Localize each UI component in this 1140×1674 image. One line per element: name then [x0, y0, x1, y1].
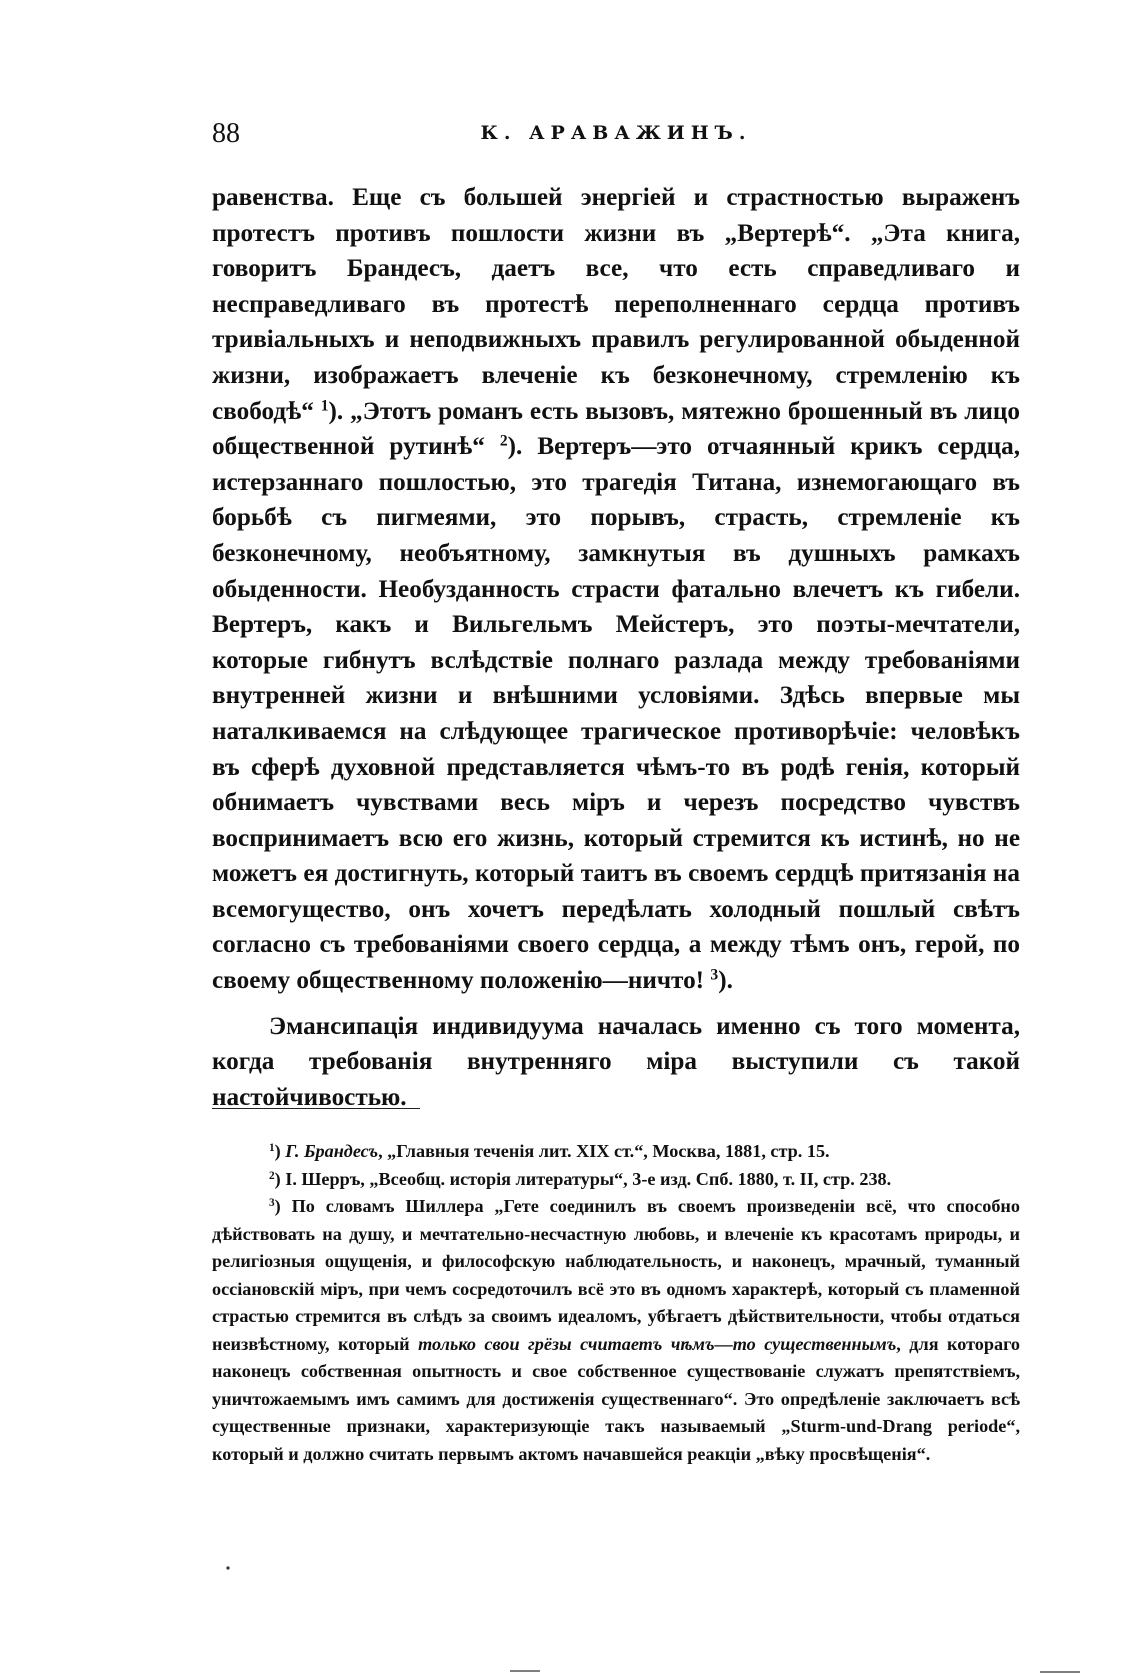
paragraph-1-part-d: ).	[718, 967, 733, 995]
footnote-2-text: I. Шерръ, „Всеобщ. исторiя литературы“, 3-е изд. Спб. 1880, т. II, стр. 238.	[280, 1168, 892, 1189]
paragraph-1-part-b: ). „Этотъ романъ есть вызовъ, мятежно брошенный въ лицо общественной рутинѣ“	[212, 397, 1020, 461]
footnote-separator	[212, 1108, 420, 1109]
footnote-1-mark: 1	[269, 1141, 275, 1154]
running-head: К. АРАВАЖИНЪ.	[480, 122, 752, 144]
footnote-3-mark: 3	[269, 1196, 275, 1209]
footnote-ref-3: 3	[710, 966, 719, 984]
footnote-2: $^2$) I. Шерръ, „Всеобщ. исторiя литературы“, 3-е изд. Спб. 1880, т. II, стр. 238.	[269, 1168, 892, 1189]
paragraph-2: Эмансипацiя индивидуума началась именно съ того момента, когда требованiя внутренняго мiра выступили съ такой настойчивостью.	[212, 1012, 1020, 1111]
footnote-ref-1: 1	[320, 396, 329, 414]
page-header	[212, 118, 1020, 158]
paragraph-1-part-c: ). Вертеръ—это отчаянный крикъ сердца, истерзаннаго пошлостью, это трагедiя Титана, изнемогающаго въ борьбѣ съ пигмеями, это порывъ, страсть, стремленiе къ безконечному, необъятному, замкнутыя въ душныхъ рамкахъ обыденности. Необузданность страсти фатально влечетъ къ гибели. Вертеръ, какъ и Вильгельмъ Мейстеръ, это поэты-мечтатели, которые гибнутъ вслѣдствiе полнаго разлада между требованiями внутренней жизни и внѣшними условiями. Здѣсь впервые мы наталкиваемся на слѣдующее трагическое противорѣчiе: человѣкъ въ сферѣ духовной представляется чѣмъ-то въ родѣ генiя, который обнимаетъ чувствами весь мiръ и черезъ посредство чувствъ воспринимаетъ всю его жизнь, который стремится къ истинѣ, но не можетъ ея достигнуть, который таитъ въ своемъ сердцѣ притязанiя на всемогущество, онъ хочетъ передѣлать холодный пошлый свѣтъ согласно съ требованiями своего сердца, а между тѣмъ онъ, герой, по своему общественному положенiю—ничто!	[212, 433, 1020, 995]
footnotes	[212, 1138, 1020, 1468]
scan-speck	[226, 1566, 229, 1569]
footnote-2-mark: 2	[269, 1169, 275, 1182]
paragraph-1-part-a: равенства. Еще съ большей энергiей и страстностью выраженъ протестъ противъ пошлости жизни въ „Вертерѣ“. „Эта книга, говоритъ Брандесъ, даетъ все, что есть справедливаго и несправедливаго въ протестѣ переполненнаго сердца противъ тривiальныхъ и неподвижныхъ правилъ регулированной обыденной жизни, изображаетъ влеченiе къ безконечному, стремленiю къ свободѣ“	[212, 184, 1020, 425]
footnote-1-author: Г. Брандесъ	[285, 1141, 379, 1161]
main-text	[212, 180, 1020, 1115]
footnote-3-italic-quote: только свои грёзы считаетъ чѣмъ—то существеннымъ	[418, 1333, 897, 1354]
footnote-ref-2: 2	[499, 432, 508, 450]
footnote-3: $^3$) По словамъ Шиллера „Гете соединилъ въ своемъ произведенiи всё, что способно дѣйствовать на душу, и мечтательно-несчастную любовь, и влеченiе къ красотамъ природы, и религiозныя ощущенiя, и философскую наблюдательность, и наконецъ, мрачный, туманный оссiановскiй мiръ, при чемъ сосредоточилъ всё это въ одномъ характерѣ, который съ пламенной страстью стремится въ слѣдъ за своимъ идеаломъ, убѣгаетъ дѣйствительности, чтобы отдаться неизвѣстному, который только свои грёзы считаетъ чѣмъ—то существеннымъ, для котораго наконецъ собственная опытность и свое собственное существованiе служатъ препятствiемъ, уничтожаемымъ имъ самимъ для достиженiя существеннаго“. Это опредѣленiе заключаетъ всѣ существенные признаки, характеризующiе такъ называемый „Sturm-und-Drang periode“, который и должно считать первымъ актомъ начавшейся реакцiи „вѣку просвѣщенiя“.	[212, 1196, 1020, 1464]
footnote-3-text-b: , для котораго наконецъ собственная опытность и свое собственное существованiе служатъ препятствiемъ, уничтожаемымъ имъ самимъ для достиженiя существеннаго“. Это опредѣленiе заключаетъ всѣ существенные признаки, характеризующiе такъ называемый „Sturm-und-Drang periode“, который и должно считать первымъ актомъ начавшейся реакцiи „вѣку просвѣщенiя“.	[212, 1333, 1020, 1464]
footnote-3-text-a: По словамъ Шиллера „Гете соединилъ въ своемъ произведенiи всё, что способно дѣйствовать на душу, и мечтательно-несчастную любовь, и влеченiе къ красотамъ природы, и религiозныя ощущенiя, и философскую наблюдательность, и наконецъ, мрачный, туманный оссiановскiй мiръ, при чемъ сосредоточилъ всё это въ одномъ характерѣ, который съ пламенной страстью стремится въ слѣдъ за своимъ идеаломъ, убѣгаетъ дѣйствительности, чтобы отдаться неизвѣстному, который	[212, 1196, 1020, 1354]
footnote-1: $^1$) Г. Брандесъ, „Главныя теченiя лит. XIX ст.“, Москва, 1881, стр. 15.	[269, 1141, 830, 1161]
paragraph-1	[212, 180, 1020, 999]
footnote-1-text: , „Главныя теченiя лит. XIX ст.“, Москва, 1881, стр. 15.	[378, 1141, 830, 1161]
page-number: 88	[212, 118, 240, 149]
